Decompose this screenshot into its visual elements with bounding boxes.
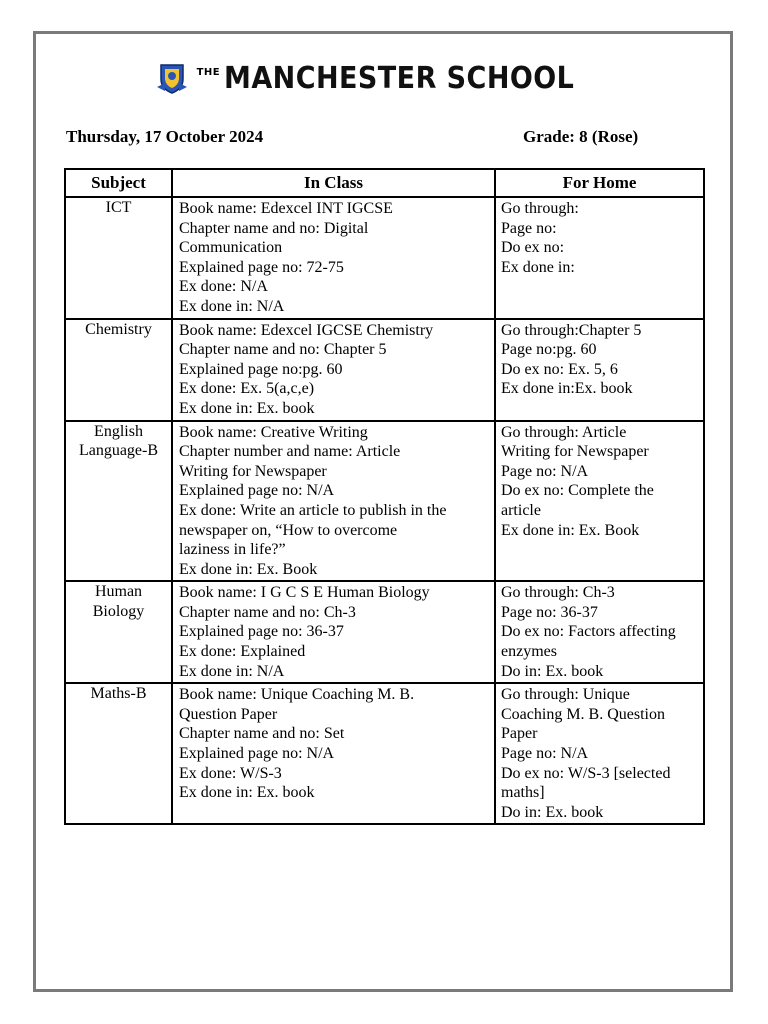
subject-line: Maths-B: [90, 685, 147, 703]
subject-line: ICT: [105, 199, 132, 216]
for-home-cell: [495, 197, 704, 319]
in-class-line: Ex done in: Ex. book: [179, 399, 315, 417]
in-class-line: Explained page no: 72-75: [179, 258, 344, 276]
for-home-line: Writing for Newspaper: [501, 443, 649, 461]
for-home-line: Paper: [501, 725, 538, 743]
table-row: [65, 197, 704, 319]
in-class-line: Book name: Edexcel INT IGCSE: [179, 200, 393, 217]
in-class-line: Writing for Newspaper: [179, 462, 327, 480]
table-row: [65, 683, 704, 824]
in-class-line: Book name: Edexcel IGCSE Chemistry: [179, 321, 434, 339]
for-home-line: Ex done in:Ex. book: [501, 380, 633, 398]
for-home-cell: [495, 581, 704, 683]
in-class-line: newspaper on, “How to overcome: [179, 521, 398, 539]
for-home-line: Go through: Article: [501, 423, 627, 441]
in-class-line: Communication: [179, 239, 283, 257]
for-home-line: Do in: Ex. book: [501, 803, 604, 821]
in-class-cell: [172, 319, 495, 421]
for-home-line: Do ex no:: [501, 239, 565, 257]
table-row: [65, 421, 704, 582]
school-logo: [155, 59, 614, 99]
in-class-line: Ex done: Ex. 5(a,c,e): [179, 380, 315, 398]
in-class-line: Ex done in: Ex. book: [179, 784, 315, 802]
for-home-line: Do ex no: W/S-3 [selected: [501, 764, 671, 782]
subject-cell: [65, 581, 172, 683]
in-class-line: Book name: I G C S E Human Biology: [179, 584, 430, 602]
column-header-in-class: In Class: [172, 169, 495, 197]
in-class-line: Ex done: N/A: [179, 278, 268, 296]
table-row: [65, 581, 704, 683]
for-home-line: Page no:: [501, 219, 557, 237]
in-class-line: Ex done in: N/A: [179, 297, 285, 315]
homework-table: [64, 168, 705, 825]
for-home-cell: [495, 319, 704, 421]
grade-label: Grade: 8 (Rose): [523, 127, 639, 146]
subject-cell: [65, 197, 172, 319]
in-class-line: Ex done in: Ex. Book: [179, 560, 318, 578]
table-row: [65, 319, 704, 421]
table-header-row: [65, 169, 704, 197]
for-home-cell: [495, 683, 704, 824]
for-home-line: article: [501, 501, 541, 519]
in-class-line: Chapter name and no: Ch-3: [179, 603, 356, 621]
subject-line: Language-B: [78, 442, 159, 460]
subject-line: Human: [94, 583, 143, 601]
in-class-line: Explained page no:pg. 60: [179, 360, 343, 378]
in-class-line: Book name: Unique Coaching M. B.: [179, 686, 415, 704]
for-home-line: Page no: 36-37: [501, 603, 598, 621]
in-class-cell: [172, 683, 495, 824]
column-header-subject: Subject: [65, 169, 172, 197]
for-home-line: Ex done in: Ex. Book: [501, 521, 640, 539]
for-home-line: Go through:Chapter 5: [501, 321, 642, 339]
school-crest-icon: [155, 61, 189, 95]
for-home-line: Page no: N/A: [501, 745, 589, 763]
for-home-line: Do ex no: Ex. 5, 6: [501, 360, 618, 378]
in-class-line: Chapter number and name: Article: [179, 443, 401, 461]
in-class-line: Explained page no: N/A: [179, 745, 335, 763]
subject-line: English: [94, 422, 143, 440]
for-home-line: Do ex no: Complete the: [501, 482, 654, 500]
for-home-line: enzymes: [501, 643, 557, 661]
for-home-line: Go through:: [501, 200, 579, 217]
school-name-prefix: THE: [196, 67, 221, 78]
subject-cell: [65, 683, 172, 824]
in-class-line: Chapter name and no: Set: [179, 725, 345, 743]
in-class-line: Question Paper: [179, 705, 278, 723]
for-home-line: maths]: [501, 784, 545, 802]
for-home-line: Do ex no: Factors affecting: [501, 623, 676, 641]
subject-cell: [65, 421, 172, 582]
in-class-line: Ex done: Write an article to publish in the: [179, 501, 447, 519]
for-home-line: Page no:pg. 60: [501, 341, 597, 359]
school-header: [0, 58, 768, 100]
date-label: Thursday, 17 October 2024: [66, 127, 264, 146]
for-home-line: Do in: Ex. book: [501, 662, 604, 680]
for-home-line: Coaching M. B. Question: [501, 705, 665, 723]
in-class-line: laziness in life?”: [179, 541, 286, 559]
in-class-line: Book name: Creative Writing: [179, 423, 368, 441]
for-home-cell: [495, 421, 704, 582]
school-name: MANCHESTER SCHOOL: [224, 61, 575, 96]
in-class-line: Ex done: W/S-3: [179, 764, 282, 782]
in-class-cell: [172, 421, 495, 582]
in-class-line: Chapter name and no: Digital: [179, 219, 369, 237]
in-class-line: Explained page no: 36-37: [179, 623, 344, 641]
in-class-line: Explained page no: N/A: [179, 482, 335, 500]
in-class-cell: [172, 581, 495, 683]
column-header-for-home: For Home: [495, 169, 704, 197]
for-home-line: Go through: Unique: [501, 686, 630, 704]
for-home-line: Go through: Ch-3: [501, 584, 615, 602]
for-home-line: Ex done in:: [501, 258, 575, 276]
subject-line: Biology: [92, 602, 145, 620]
subject-line: Chemistry: [85, 320, 152, 338]
in-class-cell: [172, 197, 495, 319]
for-home-line: Page no: N/A: [501, 462, 589, 480]
in-class-line: Chapter name and no: Chapter 5: [179, 341, 387, 359]
in-class-line: Ex done: Explained: [179, 643, 306, 661]
in-class-line: Ex done in: N/A: [179, 662, 285, 680]
subject-cell: [65, 319, 172, 421]
